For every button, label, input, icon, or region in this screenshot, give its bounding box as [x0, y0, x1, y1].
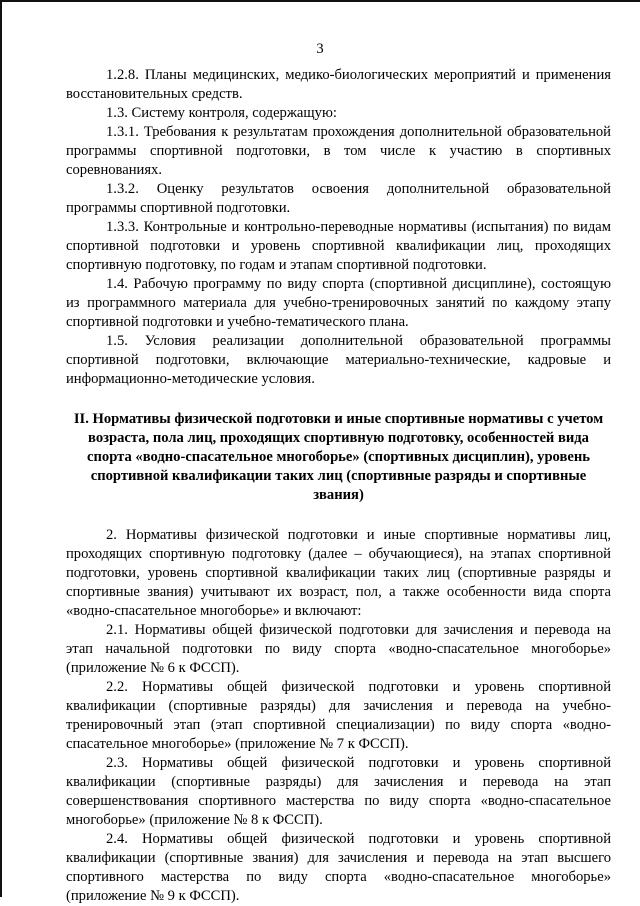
document-body	[66, 66, 611, 906]
section-heading: II. Нормативы физической подготовки и иные спортивные нормативы с учетом возраста, пола лиц, проходящих спортивную подготовку, особенностей вида спорта «водно-спасательное многоборье» (спортивных дисциплин), уровень спортивной квалификации таких лиц (спортивные разряды и спортивные звания)	[73, 411, 604, 503]
paragraph-1-4: 1.4. Рабочую программу по виду спорта (спортивной дисциплине), состоящую из программного материала для учебно-тренировочных занятий по каждому этапу спортивной подготовки и учебно-тематического плана.	[66, 276, 611, 330]
spacer	[66, 505, 611, 526]
paragraph-2-4: 2.4. Нормативы общей физической подготовки и уровень спортивной квалификации (спортивные звания) для зачисления и перевода на этап высшего спортивного мастерства по виду спорта «водно-спасательное многоборье» (приложение № 9 к ФССП).	[66, 831, 611, 904]
paragraph-2-3: 2.3. Нормативы общей физической подготовки и уровень спортивной квалификации (спортивные разряды) для зачисления и перевода на этап совершенствования спортивного мастерства по виду спорта «водно-спасательное многоборье» (приложение № 8 к ФССП).	[66, 755, 611, 828]
paragraph-2-1: 2.1. Нормативы общей физической подготовки для зачисления и перевода на этап начальной подготовки по виду спорта «водно-спасательное многоборье» (приложение № 6 к ФССП).	[66, 622, 611, 676]
paragraph-1-3-1: 1.3.1. Требования к результатам прохождения дополнительной образовательной программы спортивной подготовки, в том числе к участию в спортивных соревнованиях.	[66, 124, 611, 178]
page-number: 3	[316, 41, 324, 57]
paragraph-2-2: 2.2. Нормативы общей физической подготовки и уровень спортивной квалификации (спортивные разряды) для зачисления и перевода на учебно-тренировочный этап (этап спортивной специализации) по виду спорта «водно-спасательное многоборье» (приложение № 7 к ФССП).	[66, 679, 611, 752]
scan-edge-left	[0, 0, 2, 897]
paragraph-1-5: 1.5. Условия реализации дополнительной образовательной программы спортивной подготовки, включающие материально-технические, кадровые и информационно-методические условия.	[66, 333, 611, 387]
spacer	[66, 389, 611, 410]
paragraph-1-2-8: 1.2.8. Планы медицинских, медико-биологических мероприятий и применения восстановительных средств.	[66, 67, 611, 102]
paragraph-1-3: 1.3. Систему контроля, содержащую:	[106, 105, 337, 121]
paragraph-2: 2. Нормативы физической подготовки и иные спортивные нормативы лиц, проходящих спортивную подготовку (далее – обучающиеся), на этапах спортивной подготовки, уровень спортивной квалификации таких лиц (спортивные разряды и спортивные звания) учитывают их возраст, пол, а также особенности вида спорта «водно-спасательное многоборье» и включают:	[66, 527, 611, 619]
scan-edge-top	[0, 0, 640, 2]
paragraph-1-3-2: 1.3.2. Оценку результатов освоения дополнительной образовательной программы спортивной подготовки.	[66, 181, 611, 216]
paragraph-1-3-3: 1.3.3. Контрольные и контрольно-переводные нормативы (испытания) по видам спортивной подготовки и уровень спортивной квалификации лиц, проходящих спортивную подготовку, по годам и этапам спортивной подготовки.	[66, 219, 611, 273]
